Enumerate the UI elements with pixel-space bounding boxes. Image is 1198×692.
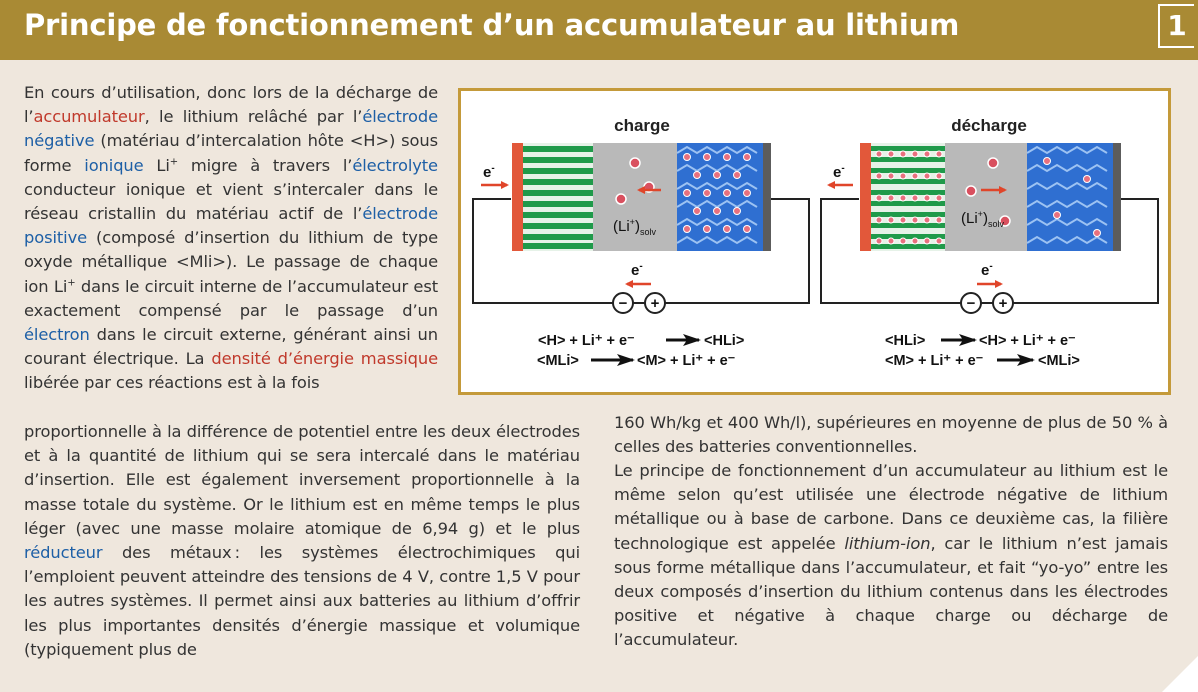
decharge-collector-negative <box>860 143 871 251</box>
keyword-electrode-positive: électrode positive <box>24 204 438 248</box>
decharge-plus-sign: + <box>998 295 1008 312</box>
decharge-minus-sign: − <box>966 295 976 312</box>
charge-electron-bottom: e- <box>631 261 643 279</box>
keyword-electron: électron <box>24 325 90 345</box>
keyword-lithium-ion: lithium-ion <box>844 533 931 553</box>
charge-equation-2-right: <M> + Li⁺ + e⁻ <box>637 353 736 369</box>
keyword-electrolyte: électrolyte <box>352 155 438 175</box>
page-number: 1 <box>1158 4 1194 48</box>
header-bar <box>0 0 1198 60</box>
decharge-title: décharge <box>951 116 1027 135</box>
paragraph-intro: En cours d’utilisation, donc lors de la décharge de l’accumulateur, le lithium relâché par l’électrode négative (matériau d’intercalation hôte <H>) sous forme ionique Li+ migre à travers l’électrolyte conducteur ionique et vient s’intercaler dans le réseau cristallin du matériau actif de l’électrode positive (composé d’insertion du lithium de type oxyde métallique <Mli>). Le passage de chaque ion Li+ dans le circuit interne de l’accumulateur est exactement compensé par le passage d’un électron dans le circuit externe, générant ainsi un courant électrique. La densité d’énergie massique libérée par ces réactions est à la fois <box>24 83 439 393</box>
decharge-cell <box>821 116 1158 369</box>
keyword-accumulateur: accumulateur <box>33 107 145 127</box>
battery-diagram-svg <box>461 91 1168 392</box>
decharge-equation-1-left: <HLi> <box>885 333 926 349</box>
paragraph-energie: 160 Wh/kg et 400 Wh/l), supérieures en moyenne de plus de 50 % à celles des batteries conventionnelles. <box>614 413 1168 457</box>
paragraph-lithium-ion: Le principe de fonctionnement d’un accumulateur au lithium est le même selon qu’est utilisée une électrode négative de lithium métallique ou à base de carbone. Dans ce deuxième cas, la filière technologique est appelée lithium-ion, car le lithium n’est jamais sous forme métallique dans l’accumulateur, et fait “yo-yo” entre les deux composés d’insertion du lithium contenus dans les électrodes positive et négative à chaque charge ou décharge de l’accumulateur. <box>614 461 1168 650</box>
keyword-densite-energie: densité d’énergie massique <box>211 349 439 369</box>
decharge-equation-1-right: <H> + Li⁺ + e⁻ <box>979 333 1076 349</box>
charge-equation-1-left: <H> + Li⁺ + e⁻ <box>538 333 635 349</box>
charge-equation-2-left: <MLi> <box>537 353 579 369</box>
decharge-electron-top: e- <box>833 163 845 181</box>
decharge-ion-label: $(Li^+)_{solv}$ <box>961 209 1004 229</box>
decharge-electron-bottom: e- <box>981 261 993 279</box>
decharge-equation-2-right: <MLi> <box>1038 353 1080 369</box>
charge-minus-sign: − <box>618 295 628 312</box>
paragraph-proportionnelle: proportionnelle à la différence de potentiel entre les deux électrodes et à la quantité de lithium qui se sera intercalé dans le matériau d’insertion. Elle est également inversement proportionnelle à la masse totale du système. Or le lithium est en même temps le plus léger (avec une masse molaire atomique de 6,94 g) et le plus réducteur des métaux : les systèmes électrochimiques qui l’emploient peuvent atteindre des tensions de 4 V, contre 1,5 V pour les autres systèmes. Il permet ainsi aux batteries au lithium d’offrir les plus importantes densités d’énergie massique et volumique (typiquement plus de <box>24 422 580 659</box>
keyword-electrode-negative: électrode négative <box>24 107 438 151</box>
keyword-reducteur: réducteur <box>24 543 103 563</box>
charge-title: charge <box>614 116 670 135</box>
decharge-equation-2-left: <M> + Li⁺ + e⁻ <box>885 353 984 369</box>
charge-equation-1-right: <HLi> <box>704 333 745 349</box>
decharge-electrolyte <box>945 143 1027 251</box>
charge-cell <box>473 116 809 369</box>
charge-collector-negative <box>512 143 523 251</box>
page-curl-corner <box>1162 656 1198 692</box>
charge-plus-sign: + <box>650 295 660 312</box>
battery-diagram <box>458 88 1171 395</box>
charge-ion-label: $(Li^+)_{solv}$ <box>613 217 656 237</box>
charge-collector-positive <box>763 143 771 251</box>
keyword-ionique: ionique <box>84 155 144 175</box>
decharge-collector-positive <box>1113 143 1121 251</box>
page-title: Principe de fonctionnement d’un accumulateur au lithium <box>24 8 960 42</box>
charge-electron-top: e- <box>483 163 495 181</box>
